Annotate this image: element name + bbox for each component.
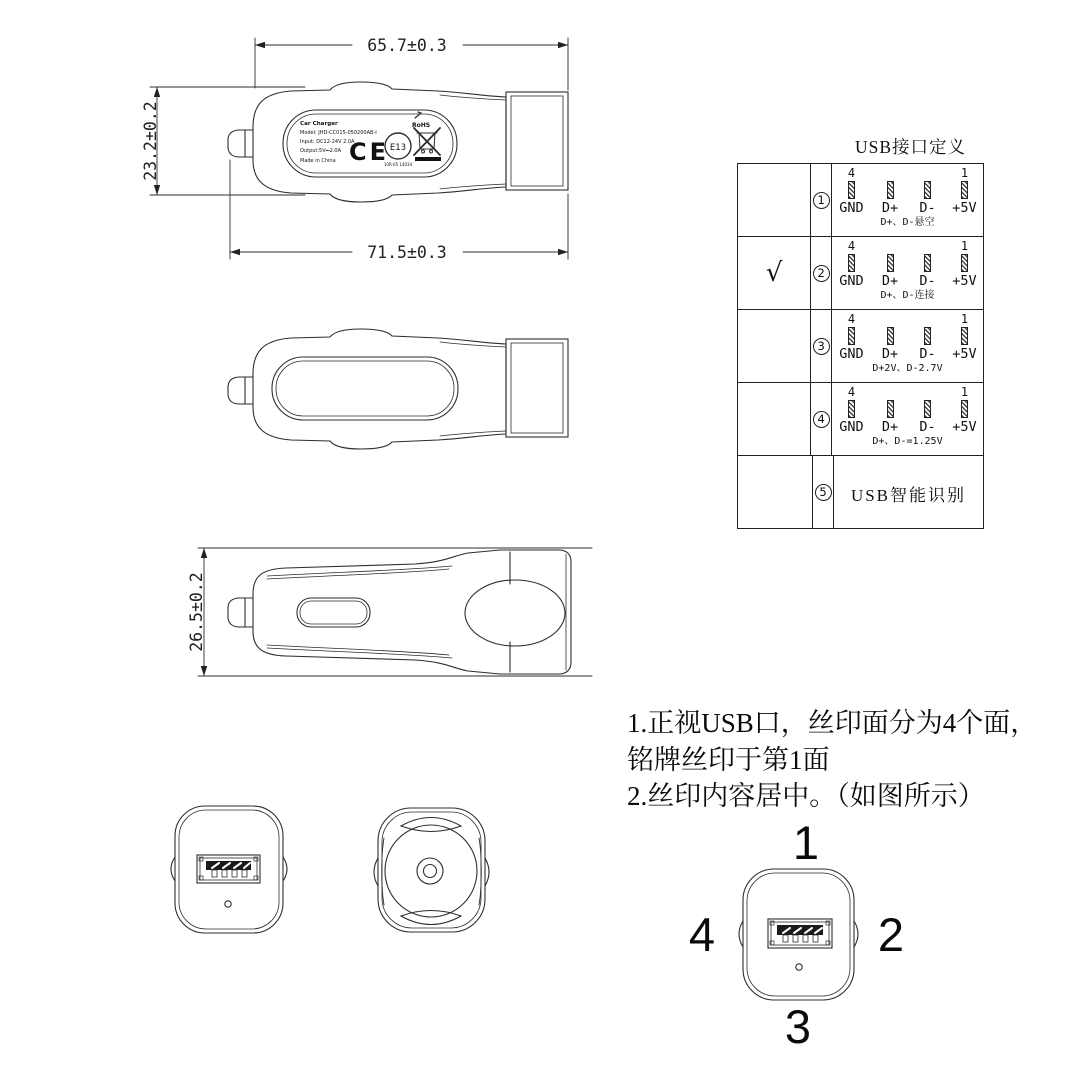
ce-mark: CE <box>349 138 390 166</box>
circled-number: 1 <box>813 192 830 209</box>
pin-symbol <box>887 254 894 272</box>
pin-symbol <box>848 254 855 272</box>
pin-number-4: 4 <box>847 239 856 253</box>
selected-cell: √ <box>738 237 811 309</box>
plug-tip <box>228 130 253 157</box>
pin-label: GND <box>839 200 864 216</box>
charger-cap <box>506 92 568 190</box>
pin-label: D+ <box>881 346 899 362</box>
silkscreen-notes <box>627 705 1062 815</box>
view-side-slot <box>187 548 592 676</box>
head-oval <box>465 580 565 646</box>
pin-label: D+ <box>881 273 899 289</box>
face-number-top: 1 <box>792 816 820 869</box>
label-product: Car Charger <box>300 121 338 127</box>
label-input: Input: DC12-24V 2.0A <box>300 139 355 145</box>
option-number-cell <box>811 310 832 382</box>
pin-label: D- <box>919 346 936 362</box>
label-model: Model: JHD-CC015-050200AB-I <box>300 130 377 136</box>
pin-label: GND <box>839 273 864 289</box>
usb-table-title: USB接口定义 <box>854 137 967 157</box>
e-mark-approval: 10R-05 14034 <box>383 162 413 167</box>
smart-id-text: USB智能识别 <box>850 486 967 505</box>
pin-label: +5V <box>952 200 977 216</box>
pin-label: +5V <box>952 273 977 289</box>
circled-number: 2 <box>813 265 830 282</box>
pin-number-1: 1 <box>960 166 969 180</box>
svg-text:65.7±0.3: 65.7±0.3 <box>367 36 447 55</box>
view-side-nameplate <box>141 36 568 262</box>
pin-label: GND <box>839 346 864 362</box>
rear-outline <box>378 808 485 932</box>
charger-body <box>253 329 506 449</box>
pin-symbol <box>961 254 968 272</box>
side-slot <box>297 598 370 627</box>
pinout-note: D+、D-=1.25V <box>872 436 943 447</box>
selected-cell <box>738 456 813 528</box>
pin-symbol <box>887 400 894 418</box>
pin-number-1: 1 <box>960 385 969 399</box>
selected-cell <box>738 383 811 455</box>
rear-face-circle <box>385 825 477 917</box>
view-top <box>228 329 568 449</box>
face-number-left: 4 <box>688 908 716 961</box>
note-line-2: 铭牌丝印于第1面 <box>627 744 830 775</box>
note-line-3: 2.丝印内容居中。（如图所示） <box>627 781 985 811</box>
pin-label: +5V <box>952 419 977 435</box>
pin-symbol <box>887 181 894 199</box>
pin-symbol <box>924 254 931 272</box>
pin-symbol <box>961 327 968 345</box>
usb-table-row-4 <box>738 383 983 456</box>
option-number-cell <box>811 383 832 455</box>
pinout-note: D+、D-连接 <box>880 290 935 301</box>
label-origin: Made in China <box>300 158 336 164</box>
pin-symbol <box>924 327 931 345</box>
circled-number: 5 <box>815 484 832 501</box>
face-number-right: 2 <box>877 908 905 961</box>
pinout-note: D+、D-悬空 <box>880 217 935 228</box>
pin-symbol <box>848 327 855 345</box>
pin-symbol <box>924 400 931 418</box>
pin-symbol <box>887 327 894 345</box>
pin-number-1: 1 <box>960 312 969 326</box>
selected-cell <box>738 164 811 236</box>
dimension-total-width <box>230 160 568 262</box>
option-number-cell <box>813 456 834 528</box>
pin-number-4: 4 <box>847 312 856 326</box>
usb-table-row-1 <box>738 164 983 237</box>
usb-port <box>197 855 260 883</box>
plug-tip <box>228 598 253 627</box>
pin-label: D+ <box>881 419 899 435</box>
led-dot <box>796 964 802 970</box>
svg-text:26.5±0.2: 26.5±0.2 <box>187 572 206 652</box>
label-output: Output:5V⎓2.0A <box>300 148 342 154</box>
pin-label: D+ <box>881 200 899 216</box>
rohs-mark: RoHS <box>411 122 431 129</box>
option-number-cell <box>811 164 832 236</box>
selected-cell <box>738 310 811 382</box>
svg-text:71.5±0.3: 71.5±0.3 <box>367 243 447 262</box>
pin-symbol <box>961 400 968 418</box>
dimension-side-height <box>187 548 207 676</box>
face-number-bottom: 3 <box>784 1000 812 1053</box>
pin-symbol <box>924 181 931 199</box>
pin-label: D- <box>919 419 936 435</box>
pin-symbol <box>848 181 855 199</box>
pin-symbol <box>961 181 968 199</box>
usb-table-row-3 <box>738 310 983 383</box>
pin-label: GND <box>839 419 864 435</box>
pin-label: D- <box>919 273 936 289</box>
smart-id-cell <box>834 456 983 528</box>
pin-symbol <box>848 400 855 418</box>
e-mark-text: E13 <box>389 143 407 153</box>
dimension-height <box>141 87 305 195</box>
usb-definition-table <box>737 163 984 529</box>
pin-number-1: 1 <box>960 239 969 253</box>
pin-label: +5V <box>952 346 977 362</box>
option-number-cell <box>811 237 832 309</box>
note-line-1: 1.正视USB口，丝印面分为4个面， <box>627 708 1038 738</box>
circled-number: 4 <box>813 411 830 428</box>
pinout-cell <box>832 383 983 455</box>
tip-contact-ring <box>417 858 443 884</box>
circled-number: 3 <box>813 338 830 355</box>
pin-number-4: 4 <box>847 166 856 180</box>
usb-port <box>768 919 832 948</box>
svg-text:23.2±0.2: 23.2±0.2 <box>141 101 160 181</box>
plug-tip <box>228 377 253 404</box>
usb-table-row-5 <box>738 456 983 528</box>
pinout-note: D+2V、D-2.7V <box>872 363 943 374</box>
view-orientation <box>689 816 904 1053</box>
weee-bin-icon <box>414 128 441 161</box>
pinout-cell <box>832 237 983 309</box>
led-dot <box>225 901 231 907</box>
usb-table-row-2 <box>738 237 983 310</box>
pinout-cell <box>832 310 983 382</box>
pin-number-4: 4 <box>847 385 856 399</box>
top-window <box>272 357 458 420</box>
dimension-body-width <box>255 36 568 90</box>
view-front <box>171 806 287 933</box>
pinout-cell <box>832 164 983 236</box>
view-rear <box>374 808 489 932</box>
charger-cap <box>506 339 568 437</box>
pin-label: D- <box>919 200 936 216</box>
